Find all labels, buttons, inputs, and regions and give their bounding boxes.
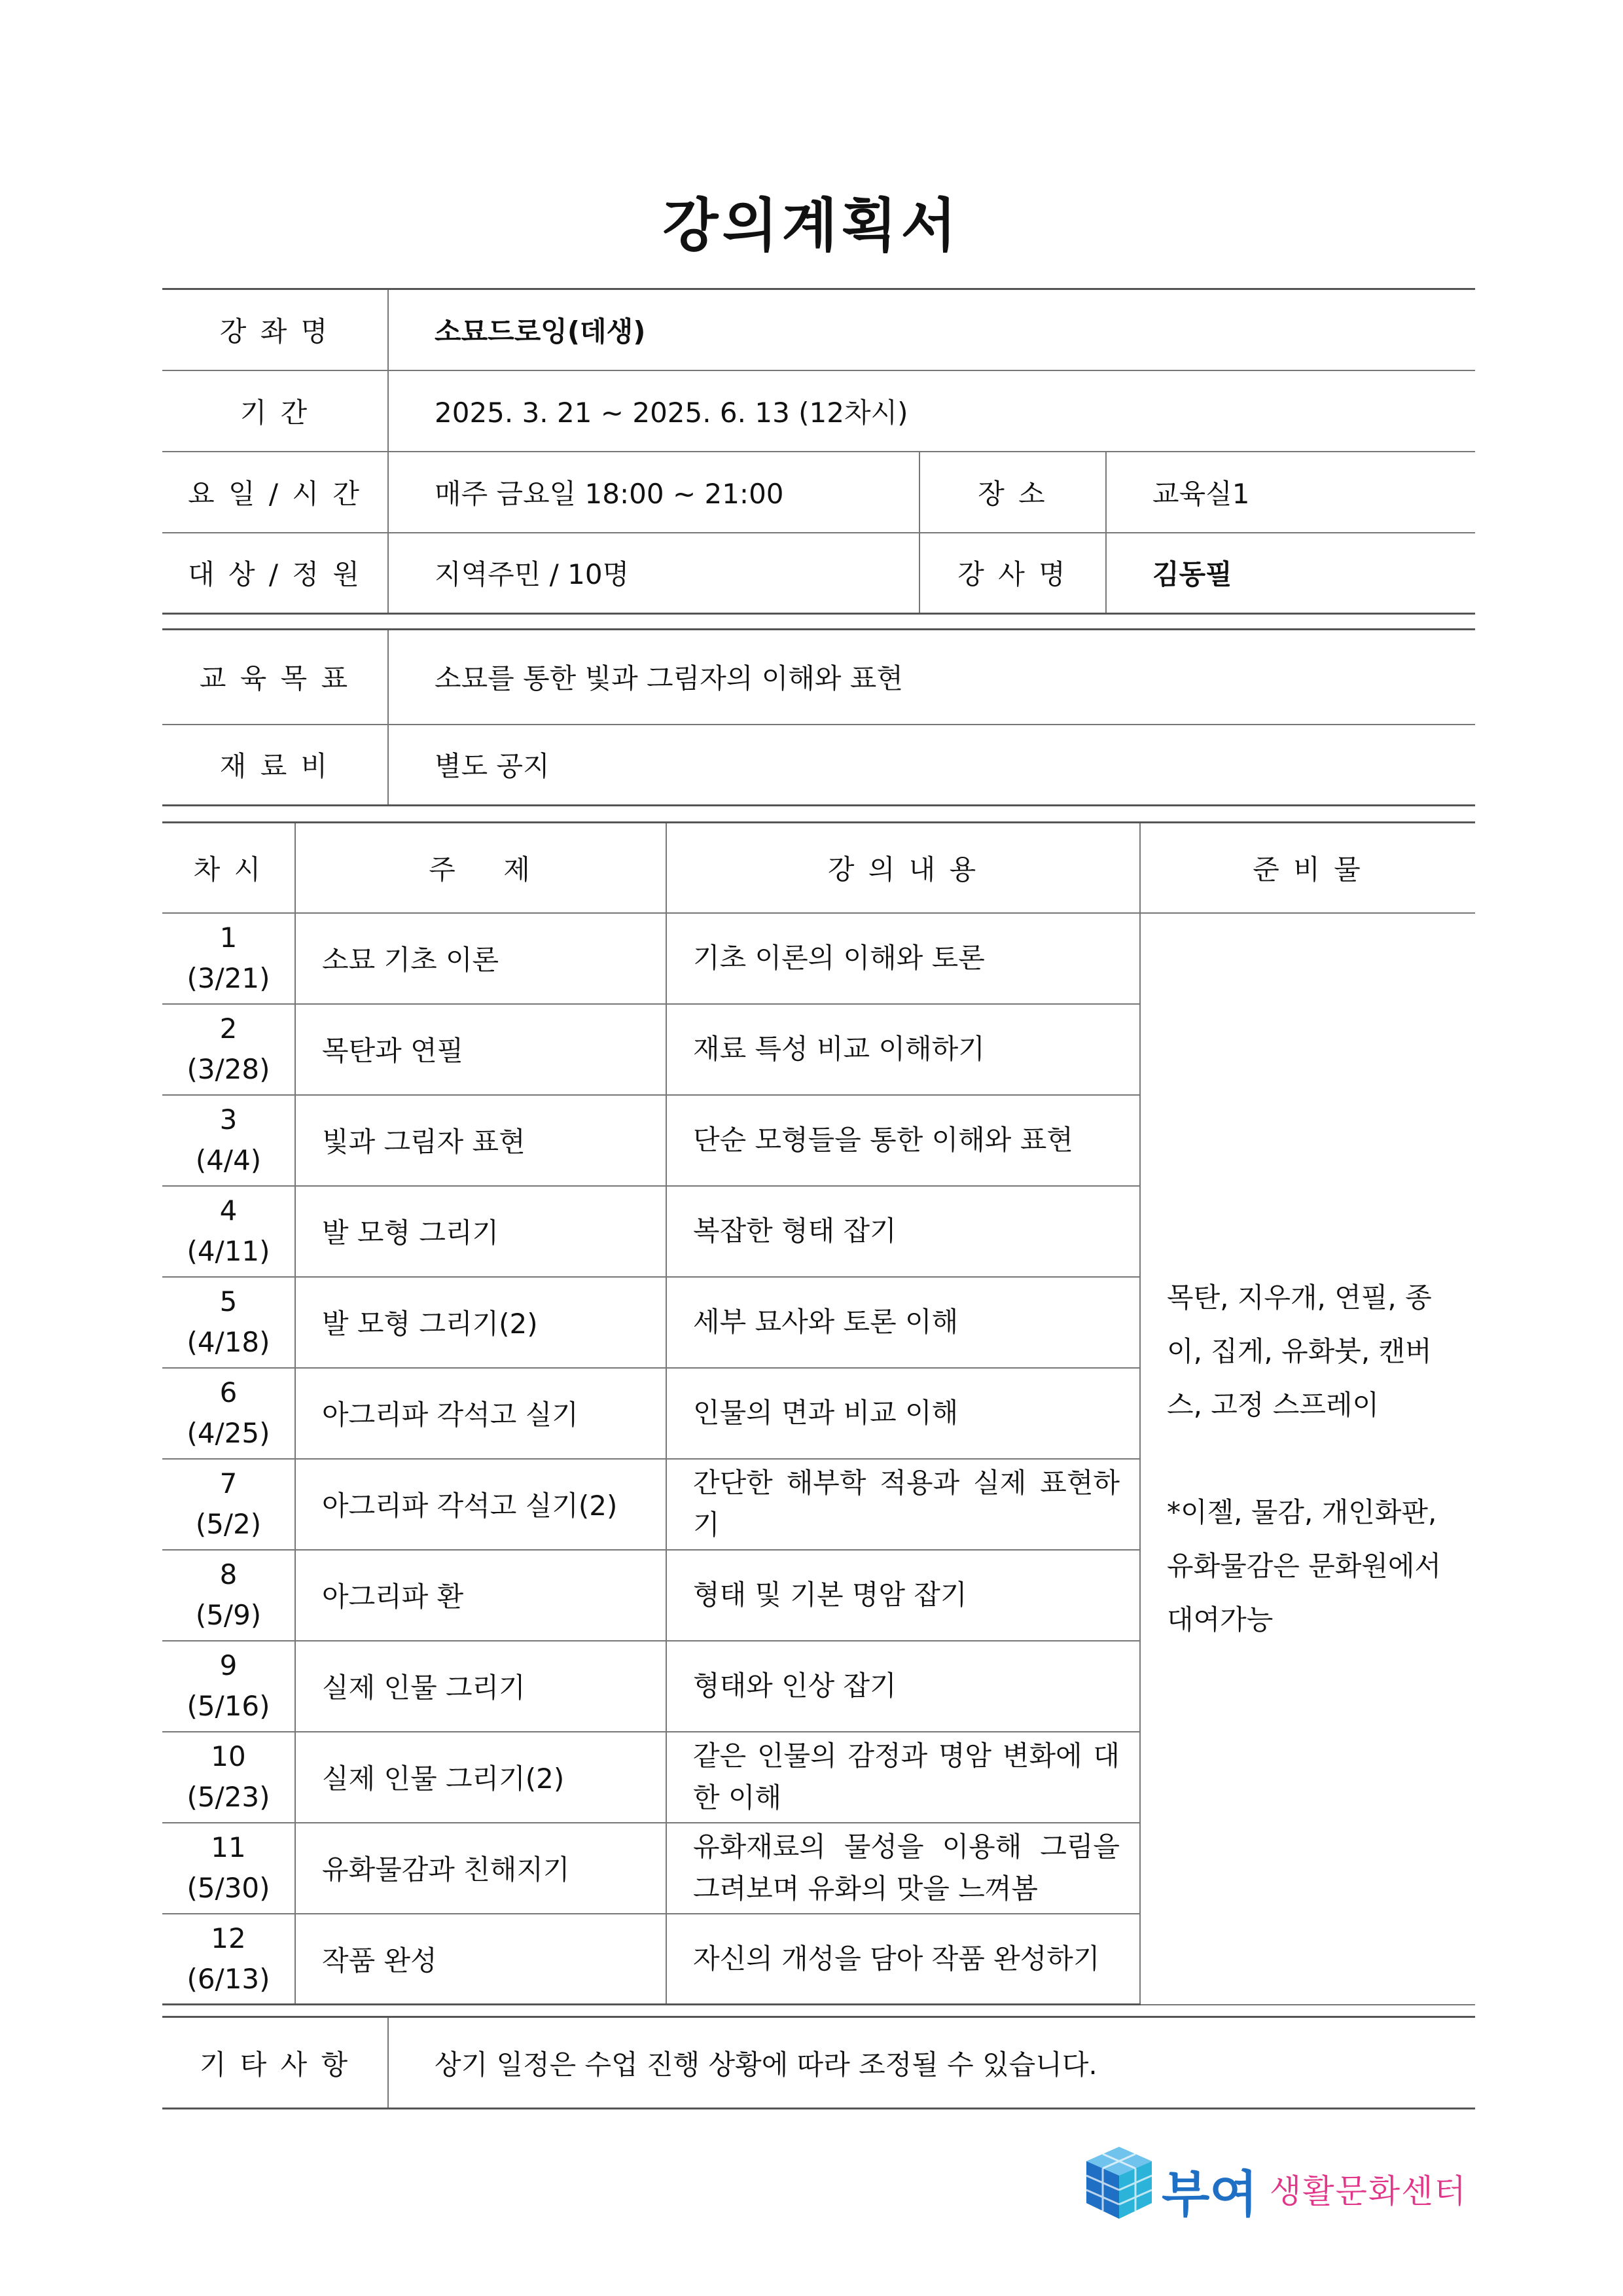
session-number: 5 xyxy=(219,1285,238,1318)
topic-cell: 아그리파 환 xyxy=(295,1550,666,1641)
session-number: 1 xyxy=(219,922,238,954)
topic-cell: 발 모형 그리기(2) xyxy=(295,1277,666,1368)
goal-row xyxy=(162,630,1475,725)
session-date: (3/28) xyxy=(187,1053,270,1085)
notes-row xyxy=(162,2017,1475,2109)
session-number: 10 xyxy=(211,1740,246,1772)
center-logo xyxy=(1083,2140,1476,2225)
session-number: 11 xyxy=(211,1831,246,1863)
course-name: 소묘드로잉(데생) xyxy=(388,289,1475,370)
session-date: (5/9) xyxy=(195,1599,262,1631)
instructor-name: 김동필 xyxy=(1106,533,1475,614)
period-row xyxy=(162,370,1475,452)
session-cell xyxy=(162,913,295,1004)
fee-label: 재 료 비 xyxy=(162,725,388,806)
content-cell: 형태 및 기본 명암 잡기 xyxy=(666,1550,1140,1641)
place-value: 교육실1 xyxy=(1106,452,1475,533)
target-value: 지역주민 / 10명 xyxy=(388,533,919,614)
time-row xyxy=(162,452,1475,533)
topic-cell: 실제 인물 그리기(2) xyxy=(295,1732,666,1823)
course-name-label: 강 좌 명 xyxy=(162,289,388,370)
content-cell: 형태와 인상 잡기 xyxy=(666,1641,1140,1732)
content-cell: 인물의 면과 비교 이해 xyxy=(666,1368,1140,1459)
header-content: 강 의 내 용 xyxy=(666,823,1140,913)
session-cell xyxy=(162,1095,295,1186)
notes-label: 기 타 사 항 xyxy=(162,2017,388,2109)
time-label: 요 일 / 시 간 xyxy=(162,452,388,533)
session-cell xyxy=(162,1550,295,1641)
schedule-table xyxy=(162,821,1475,2005)
header-topic: 주 제 xyxy=(295,823,666,913)
session-number: 9 xyxy=(219,1649,238,1681)
notes-text: 상기 일정은 수업 진행 상황에 따라 조정될 수 있습니다. xyxy=(388,2017,1475,2109)
document-title: 강의계획서 xyxy=(662,192,961,259)
content-cell: 유화재료의 물성을 이용해 그림을 그려보며 유화의 맛을 느껴봄 xyxy=(666,1823,1140,1914)
session-cell xyxy=(162,1914,295,2005)
topic-cell: 목탄과 연필 xyxy=(295,1004,666,1095)
topic-cell: 작품 완성 xyxy=(295,1914,666,2005)
session-number: 7 xyxy=(219,1467,238,1499)
content-cell: 단순 모형들을 통한 이해와 표현 xyxy=(666,1095,1140,1186)
time-value: 매주 금요일 18:00 ~ 21:00 xyxy=(388,452,919,533)
goal-table xyxy=(162,628,1475,806)
session-cell xyxy=(162,1732,295,1823)
place-label: 장 소 xyxy=(919,452,1106,533)
fee-row xyxy=(162,725,1475,806)
session-number: 12 xyxy=(211,1922,246,1954)
session-date: (3/21) xyxy=(187,962,270,994)
materials-list: 목탄, 지우개, 연필, 종이, 집게, 유화붓, 캔버스, 고정 스프레이 xyxy=(1167,1281,1432,1421)
session-date: (4/18) xyxy=(187,1326,270,1358)
topic-cell: 소묘 기초 이론 xyxy=(295,913,666,1004)
schedule-header-row xyxy=(162,823,1475,913)
session-date: (6/13) xyxy=(187,1962,270,1995)
content-cell: 자신의 개성을 담아 작품 완성하기 xyxy=(666,1914,1140,2005)
goal-value: 소묘를 통한 빛과 그림자의 이해와 표현 xyxy=(388,630,1475,725)
topic-cell: 유화물감과 친해지기 xyxy=(295,1823,666,1914)
session-date: (4/4) xyxy=(195,1144,262,1176)
target-row xyxy=(162,533,1475,614)
materials-cell xyxy=(1140,913,1475,2005)
schedule-row xyxy=(162,913,1475,1004)
session-date: (4/25) xyxy=(187,1417,270,1449)
session-date: (5/2) xyxy=(195,1508,262,1540)
session-number: 8 xyxy=(219,1558,238,1590)
session-cell xyxy=(162,1641,295,1732)
course-info-table xyxy=(162,288,1475,615)
session-number: 2 xyxy=(219,1013,238,1045)
content-cell: 같은 인물의 감정과 명암 변화에 대한 이해 xyxy=(666,1732,1140,1823)
session-cell xyxy=(162,1277,295,1368)
session-cell xyxy=(162,1368,295,1459)
period-label: 기 간 xyxy=(162,370,388,452)
logo-subtitle: 생활문화센터 xyxy=(1270,2172,1467,2210)
session-cell xyxy=(162,1186,295,1277)
content-cell: 기초 이론의 이해와 토론 xyxy=(666,913,1140,1004)
header-session: 차 시 xyxy=(162,823,295,913)
content-cell: 복잡한 형태 잡기 xyxy=(666,1186,1140,1277)
session-number: 6 xyxy=(219,1376,238,1408)
session-number: 3 xyxy=(219,1103,238,1136)
session-cell xyxy=(162,1004,295,1095)
goal-label: 교 육 목 표 xyxy=(162,630,388,725)
topic-cell: 아그리파 각석고 실기(2) xyxy=(295,1459,666,1550)
logo-brand: 부여 xyxy=(1162,2165,1258,2223)
session-cell xyxy=(162,1459,295,1550)
session-cell xyxy=(162,1823,295,1914)
content-cell: 간단한 해부학 적용과 실제 표현하기 xyxy=(666,1459,1140,1550)
session-number: 4 xyxy=(219,1194,238,1227)
target-label: 대 상 / 정 원 xyxy=(162,533,388,614)
fee-value: 별도 공지 xyxy=(388,725,1475,806)
content-cell: 세부 묘사와 토론 이해 xyxy=(666,1277,1140,1368)
topic-cell: 발 모형 그리기 xyxy=(295,1186,666,1277)
topic-cell: 아그리파 각석고 실기 xyxy=(295,1368,666,1459)
notes-table xyxy=(162,2016,1475,2109)
header-materials: 준 비 물 xyxy=(1140,823,1475,913)
session-date: (4/11) xyxy=(187,1235,270,1267)
session-date: (5/30) xyxy=(187,1872,270,1904)
content-cell: 재료 특성 비교 이해하기 xyxy=(666,1004,1140,1095)
topic-cell: 실제 인물 그리기 xyxy=(295,1641,666,1732)
materials-rental-note: *이젤, 물감, 개인화판, 유화물감은 문화원에서 대여가능 xyxy=(1167,1496,1442,1636)
instructor-label: 강 사 명 xyxy=(919,533,1106,614)
course-row xyxy=(162,289,1475,370)
period-value: 2025. 3. 21 ~ 2025. 6. 13 (12차시) xyxy=(388,370,1475,452)
topic-cell: 빛과 그림자 표현 xyxy=(295,1095,666,1186)
session-date: (5/23) xyxy=(187,1781,270,1813)
session-date: (5/16) xyxy=(187,1690,270,1722)
